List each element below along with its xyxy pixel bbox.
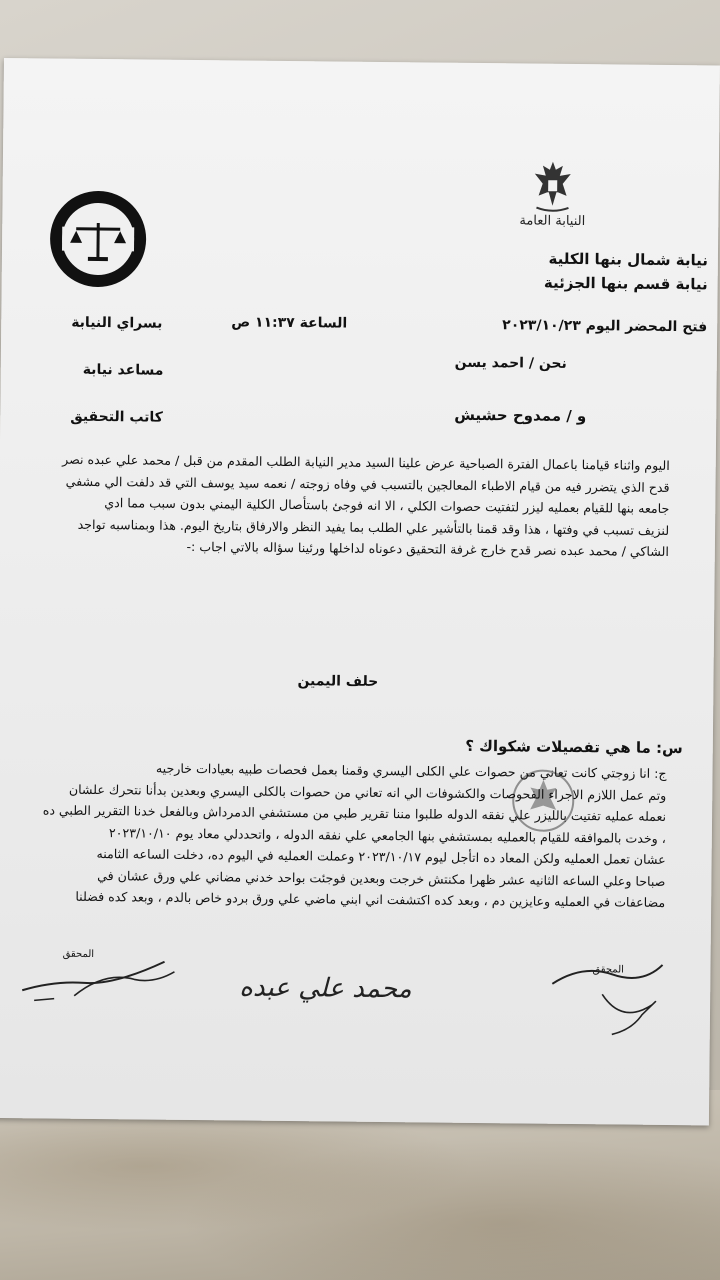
intro-line: قدح الذي يتضرر فيه من قيام الاطباء المعالجين بالتسبب في وفاه زوجته / نعمه سيد يوسف التي قد دلفت الي مشفي bbox=[65, 473, 670, 495]
prosecution-office-line2: نيابة قسم بنها الجزئية bbox=[543, 273, 708, 294]
answer-line: نعمله عمليه تفتيت بالليزر علي نفقه الدوله طلبوا مننا تقرير طبي من مستشفي الدمرداش وبالفعل خدنا التقرير الطبي ده bbox=[42, 802, 667, 824]
prosecution-office-line1: نيابة شمال بنها الكلية bbox=[548, 249, 709, 270]
intro-line: جامعه بنها للقيام بعمليه ليزر لتفتيت حصوات الكلي ، الا انه فوجئ باستأصال الكلية اليمني بدون سبب مما ادي bbox=[104, 495, 670, 516]
intro-paragraph bbox=[39, 448, 670, 562]
investigator-name: نحن / احمد يسن bbox=[454, 354, 567, 372]
answer-line: صباحا وعلي الساعه الثانيه عشر ظهرا مكنتش خرجت وبعدين فوجئت بواحد خدني مضاني علي ورق عشان في bbox=[97, 867, 666, 889]
intro-line: اليوم واثناء قيامنا باعمال الفترة الصباحية عرض علينا السيد مدير النيابة الطلب المقدم من قبل / محمد علي عبده نصر bbox=[62, 451, 670, 473]
eagle-emblem-icon bbox=[522, 155, 583, 216]
left-signature-caption: المحقق bbox=[62, 948, 95, 960]
record-time: الساعة ١١:٣٧ ص bbox=[231, 314, 348, 332]
authority-caption: النيابة العامة bbox=[519, 213, 586, 230]
answer-paragraph bbox=[35, 756, 667, 913]
intro-line: لنزيف تسبب في وفتها ، هذا وقد قمنا بالتأشير علي الطلب بما يفيد النظر والارفاق بتاريخ اليوم. هذا وبمناسبه تواجد bbox=[77, 516, 670, 538]
complainant-handwritten-signature: محمد علي عبده bbox=[239, 972, 412, 1005]
record-location: بسراي النيابة bbox=[71, 314, 163, 332]
answer-line: وتم عمل اللازم الاجراء الفحوصات والكشوفات الي انه تعاني من حصوات بالكلى اليسري وبعدين بدأنا نتحرك علشان bbox=[68, 781, 667, 803]
investigator-role: مساعد نيابة bbox=[82, 361, 164, 379]
answer-line: عشان تعمل العمليه ولكن المعاد ده اتأجل ليوم ٢٠٢٣/١٠/١٧ وعملت العمليه في اليوم ده، دخلت الساعه الثامنه bbox=[96, 846, 666, 867]
right-signature bbox=[542, 954, 683, 1045]
clerk-role: كاتب التحقيق bbox=[70, 408, 163, 426]
clerk-name: و / ممدوح حشيش bbox=[454, 405, 587, 426]
left-signature bbox=[14, 940, 185, 1012]
document-page bbox=[0, 58, 720, 1125]
answer-line: ج: انا زوجتي كانت تعاني من حصوات علي الكلى اليسري وقمنا بعمل فحصات طبيه بعيادات خارجيه bbox=[155, 760, 667, 781]
scales-of-justice-icon bbox=[48, 188, 149, 289]
intro-line: الشاكي / محمد عبده نصر قدح خارج غرفة التحقيق دعوناه لداخلها ورئينا سؤاله بالاتي اجاب :- bbox=[186, 538, 669, 559]
oath-title: حلف اليمين bbox=[297, 673, 379, 690]
answer-line: مضاعفات في العمليه وعايزين دم ، وبعد كده اكتشفت اني ابني ماضي علي ورق بردو خاص بالدم ، وبعد كده فضلنا bbox=[75, 888, 666, 910]
right-signature-caption: المحقق bbox=[592, 964, 625, 976]
answer-line: ، وخدت بالموافقه للقيام بالعمليه بمستشفي بنها الجامعي علي نفقه الدوله ، واتحددلي معاد يوم ٢٠٢٣/١٠/١٠ bbox=[108, 824, 666, 846]
record-opened-date: فتح المحضر اليوم ٢٠٢٣/١٠/٢٣ bbox=[502, 317, 708, 336]
question-text: س: ما هي تفصيلات شكواك ؟ bbox=[465, 736, 683, 758]
